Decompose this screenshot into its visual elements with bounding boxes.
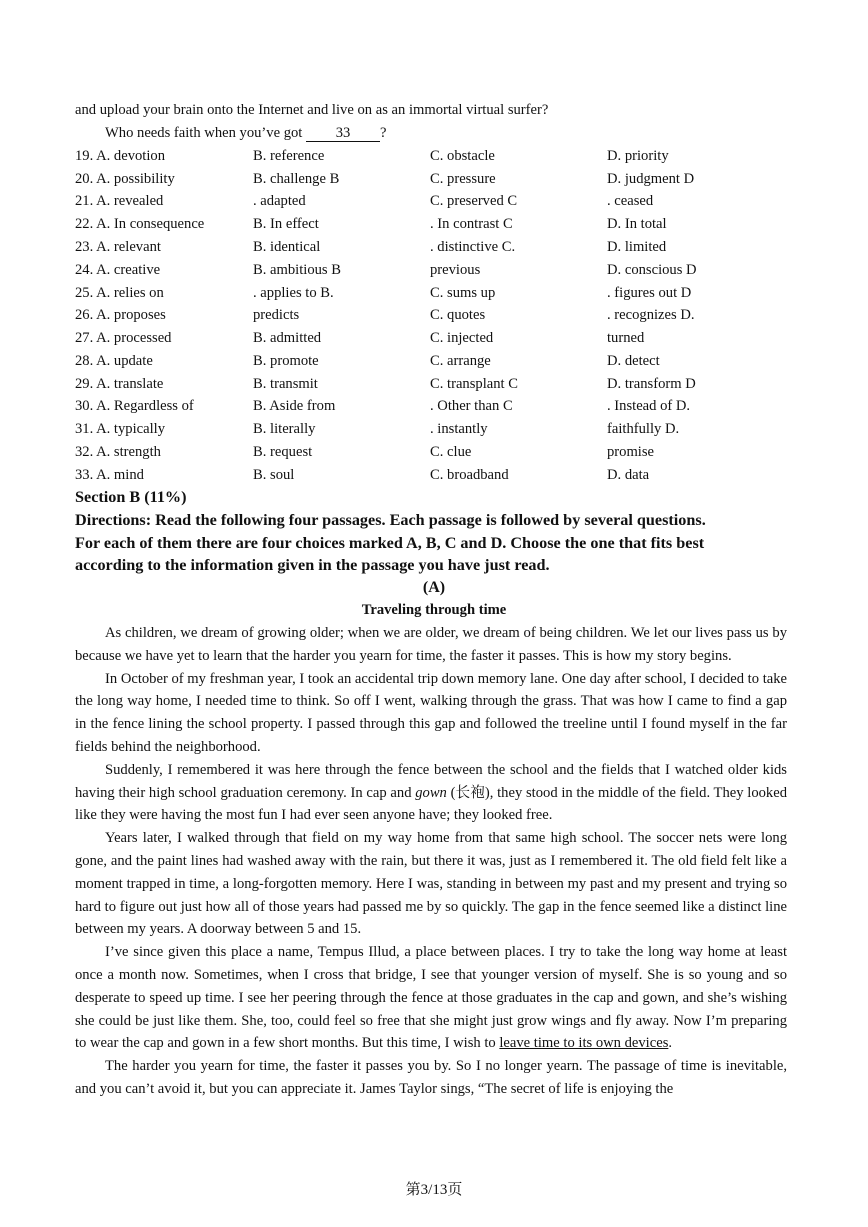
option-c: . distinctive C. xyxy=(430,239,516,255)
option-c: C. transplant C xyxy=(430,376,518,392)
passage-label: (A) xyxy=(422,579,446,596)
option-a: 28. A. update xyxy=(75,353,153,369)
option-a: 32. A. strength xyxy=(75,444,161,460)
option-a: 27. A. processed xyxy=(75,330,172,346)
option-c: . Other than C xyxy=(430,398,513,414)
option-a: 21. A. revealed xyxy=(75,193,164,209)
option-c: . instantly xyxy=(430,421,488,437)
option-b: . applies to B. xyxy=(253,285,334,301)
option-a: 29. A. translate xyxy=(75,376,164,392)
option-c: C. arrange xyxy=(430,353,491,369)
option-a: 26. A. proposes xyxy=(75,307,166,323)
option-c: . In contrast C xyxy=(430,216,513,232)
answer-blank-33: 33 xyxy=(306,126,380,142)
page-number: 第3/13页 xyxy=(405,1182,463,1198)
option-a: 22. A. In consequence xyxy=(75,216,205,232)
option-b: B. request xyxy=(253,444,313,460)
option-d: D. priority xyxy=(607,148,669,164)
option-row-28 xyxy=(75,352,795,370)
option-row-33 xyxy=(75,466,795,484)
section-heading: Section B (11%) xyxy=(75,488,187,506)
option-a: 31. A. typically xyxy=(75,421,165,437)
option-d: D. detect xyxy=(607,353,660,369)
passage-body xyxy=(75,622,787,1101)
option-d: D. limited xyxy=(607,239,667,255)
option-d: D. judgment D xyxy=(607,171,695,187)
option-d: . recognizes D. xyxy=(607,307,695,323)
option-row-30 xyxy=(75,397,795,415)
option-c: C. sums up xyxy=(430,285,496,301)
option-a: 33. A. mind xyxy=(75,467,144,483)
question-33-stem xyxy=(105,124,387,142)
option-row-20 xyxy=(75,170,795,188)
option-row-32 xyxy=(75,443,795,461)
option-row-27 xyxy=(75,329,795,347)
option-row-19 xyxy=(75,147,795,165)
option-b: B. reference xyxy=(253,148,325,164)
option-c: C. broadband xyxy=(430,467,509,483)
option-b: B. admitted xyxy=(253,330,322,346)
paragraph-1: As children, we dream of growing older; when we are older, we dream of being children. We let our lives pass us by because we have yet to learn that the harder you yearn for time, the faster it passes. This is how my story begins. xyxy=(75,625,787,664)
paragraph-3-text: Suddenly, I remembered it was here through the fence between the school and the fields that I watched older kids having their high school graduation ceremony. In cap and xyxy=(75,761,787,801)
option-row-23 xyxy=(75,238,795,256)
option-a: 19. A. devotion xyxy=(75,148,165,164)
option-a: 23. A. relevant xyxy=(75,239,161,255)
directions-line-3: according to the information given in the passage you have just read. xyxy=(75,556,550,574)
option-b: B. promote xyxy=(253,353,319,369)
option-d: D. data xyxy=(607,467,650,483)
option-d: D. transform D xyxy=(607,376,696,392)
option-c: previous xyxy=(430,262,481,278)
option-row-21 xyxy=(75,192,795,210)
underlined-phrase: leave time to its own devices xyxy=(499,1035,669,1052)
option-b: B. challenge B xyxy=(253,171,340,187)
option-a: 24. A. creative xyxy=(75,262,161,278)
stem-end: ? xyxy=(380,125,387,141)
option-d: faithfully D. xyxy=(607,421,680,437)
directions-line-1: Directions: Read the following four passages. Each passage is followed by several questions. xyxy=(75,511,706,529)
option-d: D. In total xyxy=(607,216,667,232)
option-d: turned xyxy=(607,330,645,346)
passage-title: Traveling through time xyxy=(361,602,507,618)
option-b: B. Aside from xyxy=(253,398,336,414)
italic-word: gown xyxy=(415,784,447,801)
option-b: . adapted xyxy=(253,193,306,209)
intro-line: and upload your brain onto the Internet and live on as an immortal virtual surfer? xyxy=(75,102,549,118)
paragraph-4: Years later, I walked through that field on my way home from that same high school. The soccer nets were long gone, and the paint lines had washed away with the rain, but there it was, just as I remembered it. The old field felt like a moment trapped in time, a long-forgotten memory. Here I was, standing in between my past and my present and trying so hard to figure out just how all of those years had passed me by so quickly. The gap in the fence seemed like a distinct line between my years. A doorway between 5 and 15. xyxy=(75,830,787,938)
option-d: . figures out D xyxy=(607,285,692,301)
stem-text: Who needs faith when you’ve got xyxy=(105,125,307,141)
option-a: 20. A. possibility xyxy=(75,171,175,187)
paragraph-2: In October of my freshman year, I took an accidental trip down memory lane. One day after school, I decided to take the long way home, I needed time to think. So off I went, walking through the grass. That was how I came to find a gap in the fence lining the school property. I passed through this gap and followed the treeline until I found myself in the far fields behind the neighborhood. xyxy=(75,670,787,755)
option-row-25 xyxy=(75,284,795,302)
option-b: B. transmit xyxy=(253,376,318,392)
paragraph-3-rest: (长袍), they stood in the middle of the field. They looked like they were having the most fun I had ever seen anyone have; they looked free. xyxy=(75,784,787,824)
option-c: C. injected xyxy=(430,330,494,346)
paragraph-5-end: . xyxy=(668,1035,673,1052)
option-row-24 xyxy=(75,261,795,279)
paragraph-6: The harder you yearn for time, the faster it passes you by. So I no longer yearn. The passage of time is inevitable, and you can’t avoid it, but you can appreciate it. James Taylor sings, “The secret of life is enjoying the xyxy=(75,1058,787,1097)
option-b: B. literally xyxy=(253,421,316,437)
option-c: C. clue xyxy=(430,444,472,460)
option-row-26 xyxy=(75,306,795,324)
option-c: C. preserved C xyxy=(430,193,518,209)
option-d: promise xyxy=(607,444,655,460)
option-c: C. quotes xyxy=(430,307,486,323)
paragraph-5-text: I’ve since given this place a name, Tempus Illud, a place between places. I try to take the long way home at least once a month now. Sometimes, when I cross that bridge, I see that younger version of myself. She is so young and so desperate to speed up time. I see her peering through the fence at those graduates in the cap and gown, and she’s wishing she could be just like them. She, too, could feel so free that she might just grow wings and fly away. Now I’m preparing to wear the cap and gown in a few short months. But this time, I wish to xyxy=(75,944,787,1052)
option-row-22 xyxy=(75,215,795,233)
option-row-31 xyxy=(75,420,795,438)
option-b: B. soul xyxy=(253,467,295,483)
paragraph-3 xyxy=(75,759,787,827)
option-d: . Instead of D. xyxy=(607,398,691,414)
option-c: C. pressure xyxy=(430,171,496,187)
option-d: D. conscious D xyxy=(607,262,697,278)
directions-line-2: For each of them there are four choices marked A, B, C and D. Choose the one that fits best xyxy=(75,534,705,552)
option-b: B. identical xyxy=(253,239,321,255)
option-a: 30. A. Regardless of xyxy=(75,398,194,414)
option-b: predicts xyxy=(253,307,300,323)
option-row-29 xyxy=(75,375,795,393)
option-b: B. In effect xyxy=(253,216,319,232)
option-b: B. ambitious B xyxy=(253,262,341,278)
option-a: 25. A. relies on xyxy=(75,285,164,301)
option-d: . ceased xyxy=(607,193,654,209)
paragraph-5 xyxy=(75,941,787,1055)
option-c: C. obstacle xyxy=(430,148,495,164)
